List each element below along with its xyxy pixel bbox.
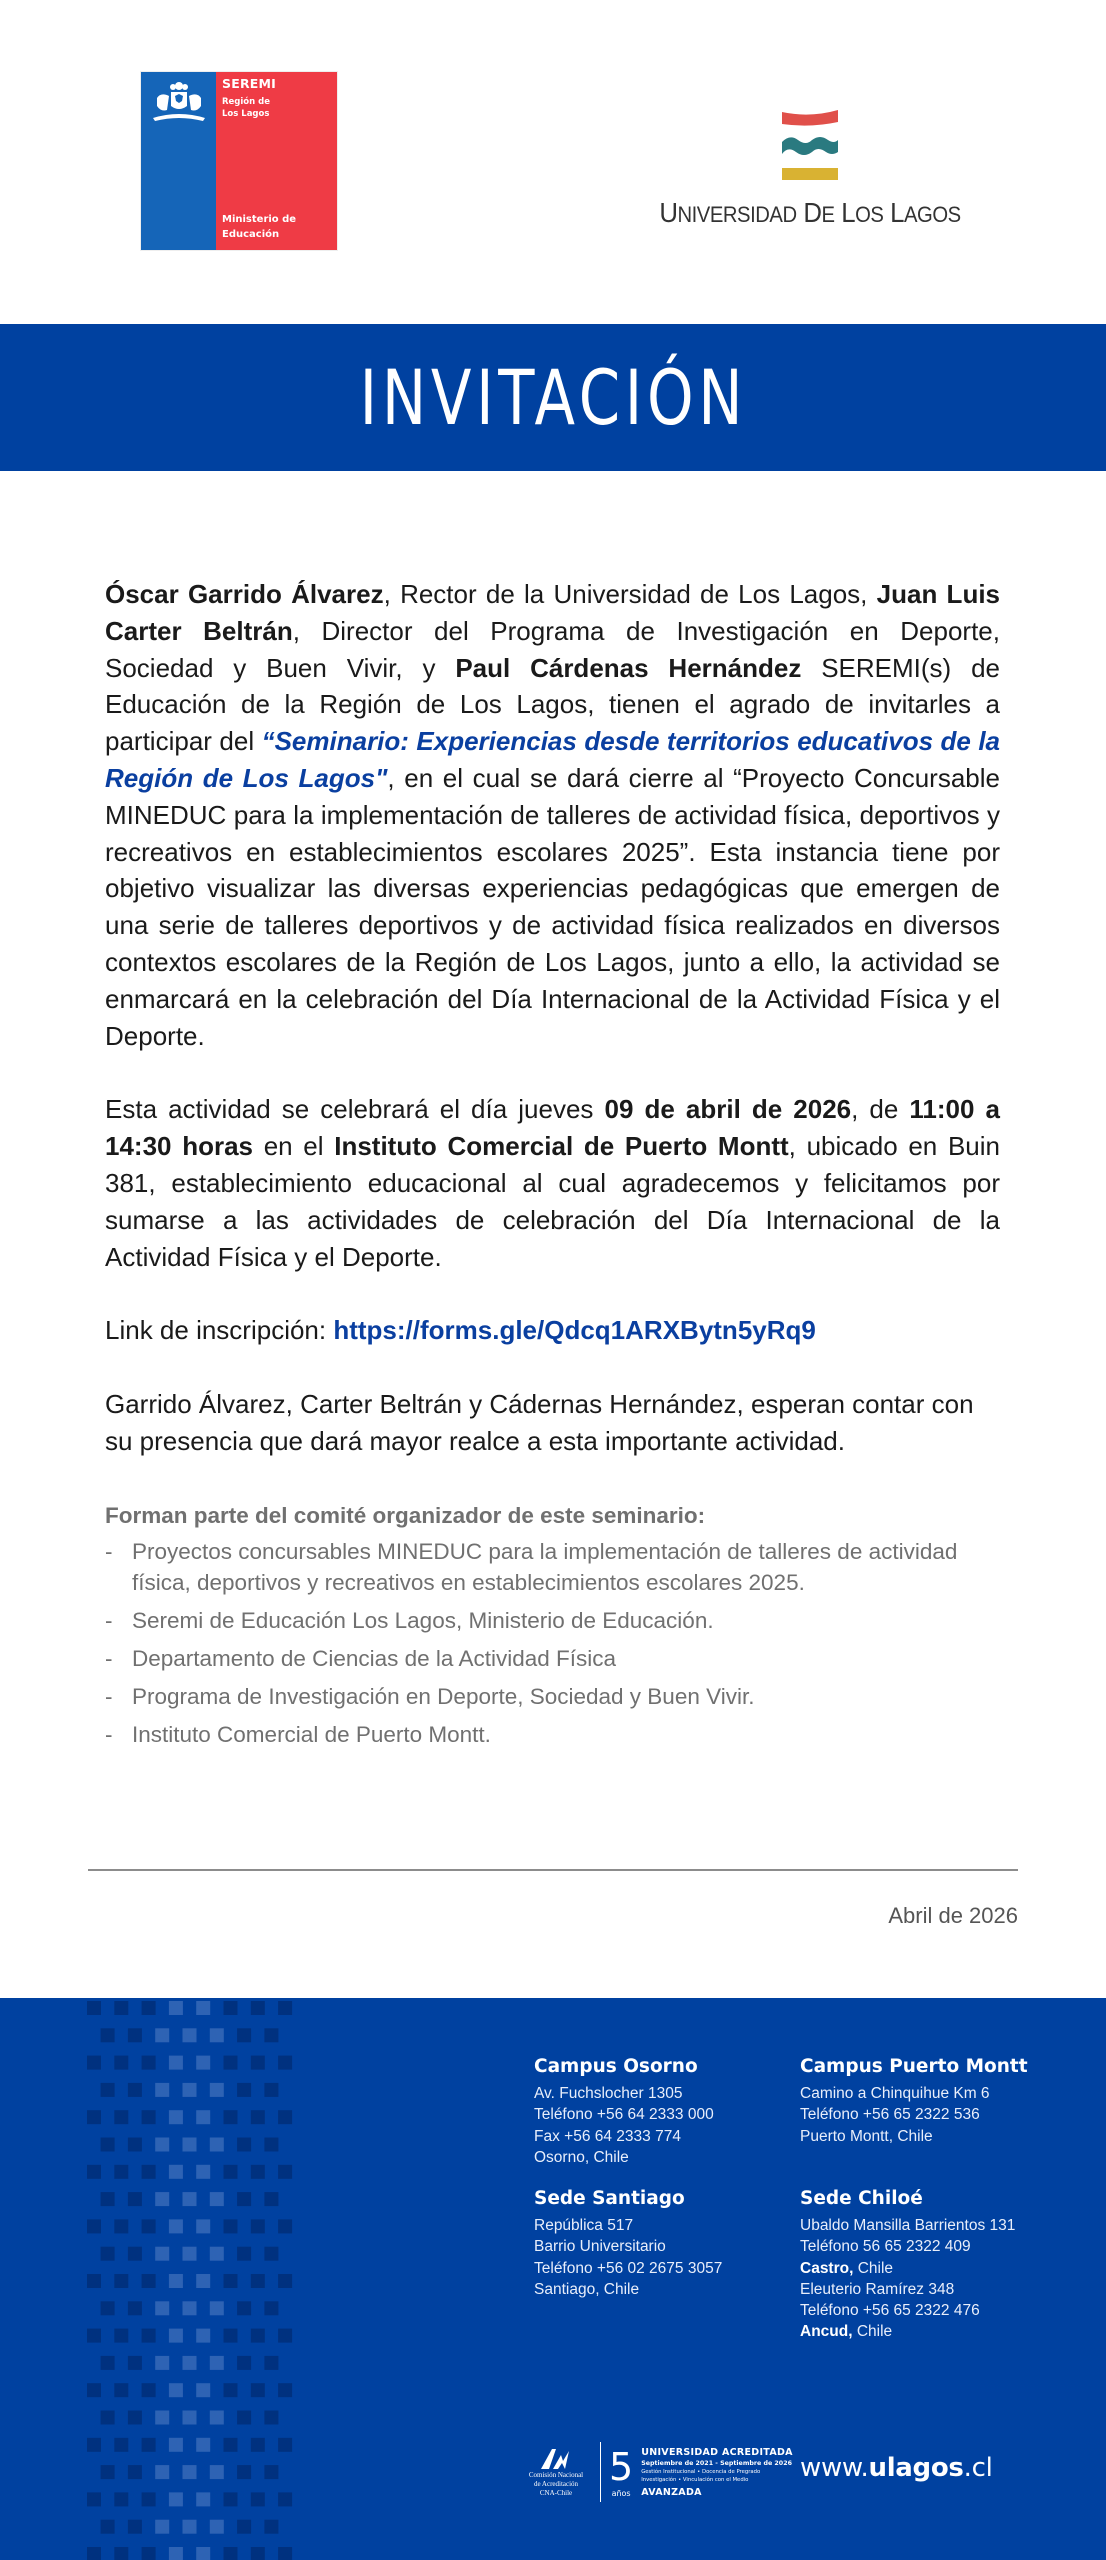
pattern-square [155,2028,169,2042]
pattern-square [224,2110,238,2124]
pattern-square [183,2356,197,2370]
pattern-square [101,2301,115,2315]
seremi-logo-blue-panel [141,72,216,250]
pattern-square [101,2520,115,2534]
pattern-square [155,2301,169,2315]
accreditation-years: 5 [609,2444,634,2489]
list-item: - Seremi de Educación Los Lagos, Ministerio de Educación. [105,1608,714,1633]
pattern-square [101,2411,115,2425]
pattern-square [278,2547,292,2560]
pattern-square [128,2247,142,2261]
pattern-square [251,2056,265,2070]
accreditation-title: UNIVERSIDAD ACREDITADA [641,2446,793,2458]
pattern-square [128,2356,142,2370]
pattern-square [251,2165,265,2179]
organizing-committee [105,1500,1000,1757]
pattern-square [196,2056,210,2070]
event-date: 09 de abril de 2026 [604,1094,852,1125]
pattern-square [169,2329,183,2343]
pattern-square [87,2329,101,2343]
pattern-square [142,2547,156,2560]
pattern-square [169,2492,183,2506]
pattern-square [237,2465,251,2479]
title-band [0,324,1106,471]
pattern-square [251,2329,265,2343]
pattern-square [183,2138,197,2152]
badge-separator [600,2442,601,2502]
invitation-body [105,576,1000,1460]
seremi-ministry: Ministerio de Educación [222,214,297,240]
cna-logo-icon [539,2447,573,2471]
pattern-square [183,2083,197,2097]
pattern-square [87,2165,101,2179]
pattern-square [114,2001,128,2015]
pattern-square [87,2001,101,2015]
pattern-square [183,2192,197,2206]
pattern-square [101,2465,115,2479]
ulagos-waves-icon [780,108,840,182]
pattern-square [155,2465,169,2479]
seremi-logo-red-panel [216,72,337,250]
pattern-square [155,2247,169,2261]
pattern-square [114,2329,128,2343]
pattern-square [142,2110,156,2124]
pattern-square [114,2165,128,2179]
pattern-square [142,2219,156,2233]
pattern-square [114,2383,128,2397]
pattern-square [224,2056,238,2070]
decorative-square-pattern [0,1998,320,2560]
pattern-square [196,2438,210,2452]
pattern-square [142,2492,156,2506]
pattern-square [251,2274,265,2288]
pattern-square [142,2329,156,2343]
pattern-square [196,2219,210,2233]
pattern-square [183,2247,197,2261]
chile-coat-of-arms-icon [151,80,207,126]
divider [88,1869,1018,1871]
pattern-square [237,2411,251,2425]
pattern-square [114,2492,128,2506]
accreditation-areas: Investigación • Vinculación con el Medio [641,2476,749,2483]
pattern-square [87,2383,101,2397]
host-name-1: Óscar Garrido Álvarez [105,579,384,609]
committee-title: Forman parte del comité organizador de este seminario: [105,1503,706,1528]
pattern-square [87,2274,101,2288]
pattern-square [142,2274,156,2288]
campus-osorno: Campus Osorno Av. Fuchslocher 1305 Teléfono +56 64 2333 000 Fax +56 64 2333 774 Osorno, Chile [534,2056,714,2166]
closing-paragraph: Garrido Álvarez, Carter Beltrán y Cádernas Hernández, esperan contar con su presencia que dará mayor realce a esta importante actividad. [105,1389,974,1456]
pattern-square [169,2001,183,2015]
pattern-square [169,2219,183,2233]
campus-chiloe: Sede Chiloé Ubaldo Mansilla Barrientos 131 Teléfono 56 65 2322 409 Castro, Chile Eleuterio Ramírez 348 Teléfono +56 65 2322 476 Ancud, Chile [800,2188,1016,2341]
pattern-square [224,2492,238,2506]
accreditation-period: Septiembre de 2021 - Septiembre de 2026 [641,2459,792,2467]
pattern-square [183,2520,197,2534]
pattern-square [237,2138,251,2152]
pattern-square [87,2438,101,2452]
pattern-square [101,2028,115,2042]
pattern-square [264,2028,278,2042]
pattern-square [251,2438,265,2452]
pattern-square [169,2438,183,2452]
pattern-square [169,2056,183,2070]
pattern-square [251,2110,265,2124]
pattern-square [142,2001,156,2015]
campus-santiago: Sede Santiago República 517 Barrio Universitario Teléfono +56 02 2675 3057 Santiago, Chile [534,2188,723,2298]
event-time: 11:00 a 14:30 horas [105,1094,1000,1162]
pattern-square [264,2520,278,2534]
pattern-square [183,2028,197,2042]
university-name: UNIVERSIDAD DE LOS LAGOS [659,197,961,228]
seremi-region: Región de Los Lagos [222,97,271,119]
pattern-square [264,2247,278,2261]
pattern-square [278,2001,292,2015]
host-name-3: Paul Cárdenas Hernández [455,652,802,683]
pattern-square [114,2438,128,2452]
pattern-square [101,2247,115,2261]
pattern-square [87,2492,101,2506]
pattern-square [210,2465,224,2479]
pattern-square [251,2383,265,2397]
accreditation-years-label: años [611,2488,631,2498]
pattern-square [128,2465,142,2479]
campus-puerto-montt: Campus Puerto Montt Camino a Chinquihue Km 6 Teléfono +56 65 2322 536 Puerto Montt, Chile [800,2056,1028,2145]
pattern-square [196,2383,210,2397]
pattern-square [224,2001,238,2015]
pattern-square [210,2192,224,2206]
pattern-square [278,2219,292,2233]
cna-name: Comisión Nacional de Acreditación CNA-Chile [528,2470,584,2497]
accreditation-areas: Gestión Institucional • Docencia de Pregrado [641,2468,761,2475]
pattern-square [237,2247,251,2261]
pattern-square [142,2438,156,2452]
pattern-square [183,2301,197,2315]
pattern-square [210,2356,224,2370]
pattern-square [278,2329,292,2343]
pattern-square [224,2219,238,2233]
pattern-square [251,2219,265,2233]
event-details-paragraph: Esta actividad se celebrará el día jueves 09 de abril de 2026, de 11:00 a 14:30 horas en el Instituto Comercial de Puerto Montt, ubicado en Buin 381, establecimiento educacional al cual agradecemos y felicitamos por sumarse a las actividades de celebración del Día Internacional de la Actividad Física y el Deporte. [105,1094,1000,1272]
document-date: Abril de 2026 [888,1903,1018,1928]
pattern-square [278,2438,292,2452]
pattern-square [183,2465,197,2479]
registration-paragraph [105,1312,1000,1349]
pattern-square [196,2165,210,2179]
pattern-square [114,2547,128,2560]
event-venue: Instituto Comercial de Puerto Montt [334,1131,789,1162]
pattern-square [278,2056,292,2070]
pattern-square [87,2219,101,2233]
pattern-square [101,2356,115,2370]
committee-list [105,1536,1000,1750]
pattern-square [169,2383,183,2397]
pattern-square [114,2274,128,2288]
pattern-square [169,2274,183,2288]
pattern-square [183,2411,197,2425]
pattern-square [128,2138,142,2152]
pattern-square [169,2165,183,2179]
pattern-square [210,2083,224,2097]
pattern-square [278,2274,292,2288]
pattern-square [114,2056,128,2070]
campus-name: Campus Puerto Montt [800,2056,1028,2077]
pattern-square [264,2083,278,2097]
pattern-square [128,2192,142,2206]
pattern-square [264,2356,278,2370]
pattern-square [224,2165,238,2179]
host-name-2: Juan Luis Carter Beltrán [105,579,1001,646]
pattern-square [237,2356,251,2370]
pattern-square [237,2028,251,2042]
years-block [609,2446,633,2499]
campus-name: Campus Osorno [534,2056,698,2077]
pattern-square [278,2110,292,2124]
pattern-square [251,2492,265,2506]
pattern-square [142,2383,156,2397]
pattern-square [128,2301,142,2315]
pattern-square [237,2192,251,2206]
pattern-square [169,2110,183,2124]
accreditation-badge [520,2436,793,2508]
pattern-square [87,2547,101,2560]
pattern-square [210,2138,224,2152]
pattern-square [224,2383,238,2397]
cna-block [520,2447,592,2498]
pattern-square [278,2165,292,2179]
pattern-square [142,2056,156,2070]
pattern-square [101,2192,115,2206]
pattern-square [264,2138,278,2152]
pattern-square [128,2520,142,2534]
pattern-square [128,2083,142,2097]
seremi-logo [141,72,337,250]
pattern-square [264,2465,278,2479]
campus-name: Sede Santiago [534,2188,685,2209]
pattern-square [155,2192,169,2206]
pattern-square [101,2083,115,2097]
pattern-square [155,2356,169,2370]
website-link[interactable]: www.ulagos.cl [800,2453,993,2483]
pattern-square [224,2547,238,2560]
pattern-square [264,2301,278,2315]
invitation-title: INVITACIÓN [359,352,747,442]
registration-link[interactable]: https://forms.gle/Qdcq1ARXBytn5yRq9 [333,1315,816,1346]
pattern-square [224,2438,238,2452]
pattern-square [210,2301,224,2315]
pattern-square [278,2383,292,2397]
pattern-square [142,2165,156,2179]
pattern-square [196,2110,210,2124]
seminar-title: “Seminario: Experiencias desde territorios educativos de la Región de Los Lagos" [105,726,1001,793]
pattern-square [128,2028,142,2042]
seremi-title: SEREMI [222,76,276,91]
pattern-square [155,2138,169,2152]
pattern-square [237,2083,251,2097]
pattern-square [155,2083,169,2097]
accreditation-level: AVANZADA [641,2486,702,2498]
pattern-square [224,2274,238,2288]
pattern-square [196,2547,210,2560]
pattern-square [87,2110,101,2124]
pattern-square [264,2192,278,2206]
accreditation-info [641,2446,793,2499]
list-item: - Proyectos concursables MINEDUC para la implementación de talleres de actividad física, deportivos y recreativos en establecimientos escolares 2025. [105,1539,958,1595]
pattern-square [210,2411,224,2425]
pattern-square [224,2329,238,2343]
registration-label: Link de inscripción: [105,1315,334,1346]
pattern-square [196,2274,210,2288]
pattern-square [114,2219,128,2233]
list-item: - Departamento de Ciencias de la Actividad Física [105,1646,617,1671]
pattern-square [101,2138,115,2152]
pattern-square [210,2028,224,2042]
pattern-square [196,2329,210,2343]
pattern-square [155,2411,169,2425]
pattern-square [87,2056,101,2070]
pattern-square [169,2547,183,2560]
pattern-square [278,2492,292,2506]
intro-paragraph: Óscar Garrido Álvarez, Rector de la Universidad de Los Lagos, Juan Luis Carter Beltrán, Director del Programa de Investigación en Deporte, Sociedad y Buen Vivir, y Paul Cárdenas Hernández SEREMI(s) de Educación de la Región de Los Lagos, tienen el agrado de invitarles a participar del “Seminario: Experiencias desde territorios educativos de la Región de Los Lagos", en el cual se dará cierre al “Proyecto Concursable MINEDUC para la implementación de talleres de actividad física, deportivos y recreativos en establecimientos escolares 2025”. Esta instancia tiene por objetivo visualizar las diversas experiencias pedagógicas que emergen de una serie de talleres deportivos y de actividad física realizados en diversos contextos escolares de la Región de Los Lagos, junto a ello, la actividad se enmarcará en la celebración del Día Internacional de la Actividad Física y el Deporte. [105,579,1001,1051]
pattern-square [251,2001,265,2015]
list-item: - Programa de Investigación en Deporte, Sociedad y Buen Vivir. [105,1684,755,1709]
campus-name: Sede Chiloé [800,2188,923,2209]
pattern-square [237,2520,251,2534]
pattern-square [128,2411,142,2425]
list-item: - Instituto Comercial de Puerto Montt. [105,1722,491,1747]
pattern-square [114,2110,128,2124]
pattern-square [196,2001,210,2015]
pattern-square [210,2520,224,2534]
pattern-square [237,2301,251,2315]
pattern-square [210,2247,224,2261]
pattern-square [264,2411,278,2425]
pattern-square [196,2492,210,2506]
universidad-de-los-lagos-logo [640,108,980,233]
pattern-square [155,2520,169,2534]
pattern-square [251,2547,265,2560]
